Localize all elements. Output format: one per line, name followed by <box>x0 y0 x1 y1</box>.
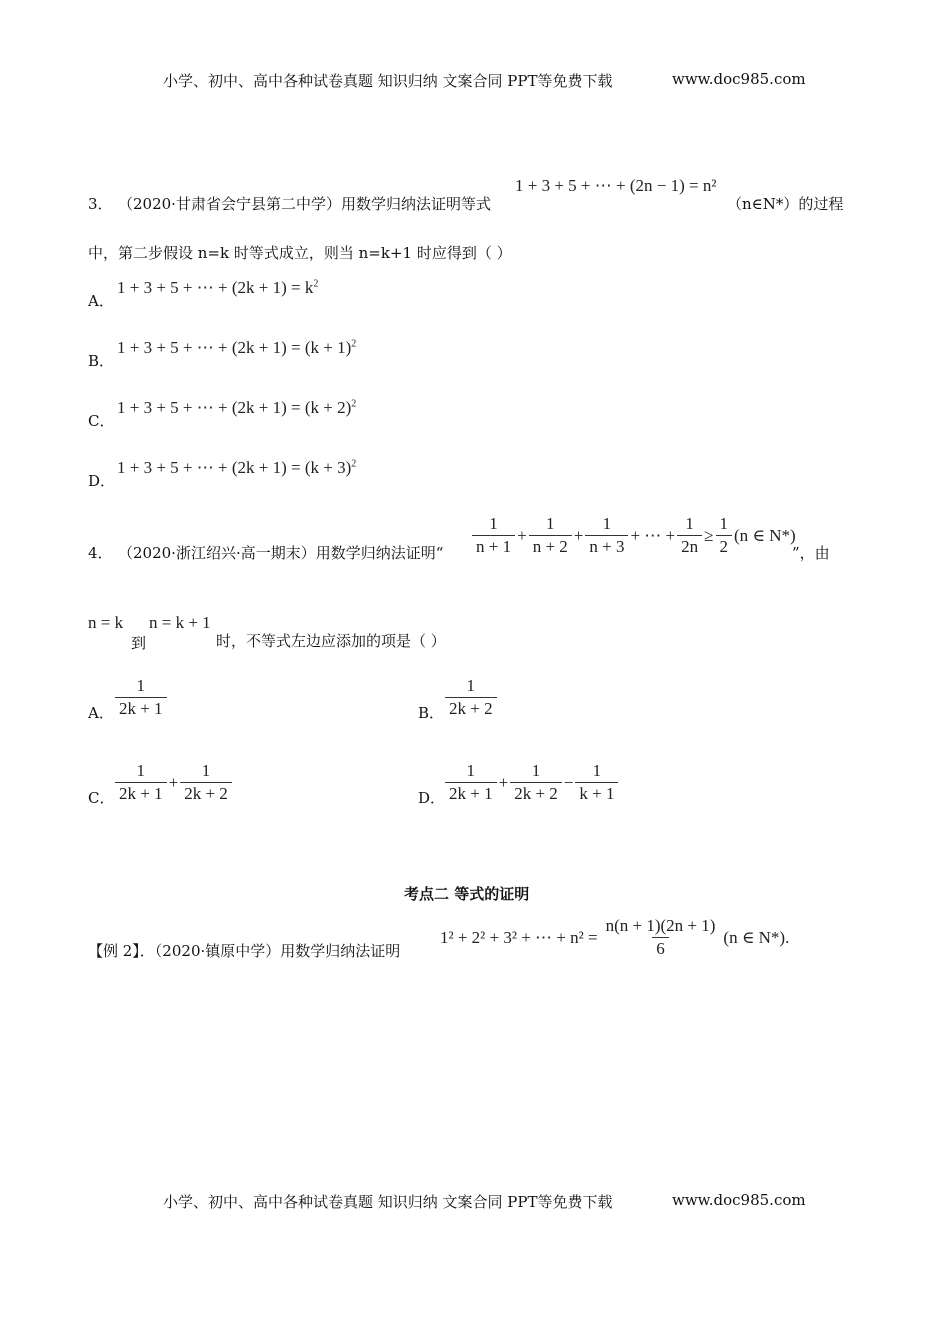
q4-line2: 时，不等式左边应添加的项是（ ） <box>216 632 446 650</box>
q3-source: （2020·甘肃省会宁县第二中学）用数学归纳法证明等式 <box>118 195 491 213</box>
q3-condition: （n∈N*）的过程 <box>727 195 844 213</box>
q4-formula: $\frac{1}{n + 1}$ + $\frac{1}{n + 2}$ + $\frac{1}{n + 3}$ + ⋯ + $\frac{1}{2n}$ ≥ $\frac{1}{2}$ (n ∈ N*) <box>470 513 796 558</box>
q3-number: 3． <box>88 195 113 213</box>
q4-to: n = k + 1 <box>149 613 211 632</box>
q3-formula: 1 + 3 + 5 + ⋯ + (2n − 1) = n² <box>515 176 717 195</box>
q4-from: n = k <box>88 613 124 632</box>
q4-tail: ”，由 <box>792 544 830 562</box>
q4-option-b-label: B． <box>418 704 445 722</box>
header-url[interactable]: www.doc985.com <box>672 70 806 88</box>
q4-option-a-label: A． <box>88 704 114 722</box>
q4-option-d: $\frac{1}{2k + 1}$ + $\frac{1}{2k + 2}$ − $\frac{1}{k + 1}$ <box>443 760 620 805</box>
q4-option-a: $\frac{1}{2k + 1}$ <box>113 675 169 720</box>
q4-number: 4． <box>88 544 113 562</box>
footer-url[interactable]: www.doc985.com <box>672 1191 806 1209</box>
q3-option-c: 1 + 3 + 5 + ⋯ + $(2k + 1) = (k + 2)^2$ <box>117 398 357 417</box>
footer-text: 小学、初中、高中各种试卷真题 知识归纳 文案合同 PPT等免费下载 <box>163 1193 613 1211</box>
q4-option-d-label: D． <box>418 789 446 807</box>
q4-option-c: $\frac{1}{2k + 1}$ + $\frac{1}{2k + 2}$ <box>113 760 234 805</box>
q3-option-b: 1 + 3 + 5 + ⋯ + $(2k + 1) = (k + 1)^2$ <box>117 338 357 357</box>
q4-source: （2020·浙江绍兴·高一期末）用数学归纳法证明“ <box>118 544 444 562</box>
q3-option-a-label: A． <box>88 292 114 310</box>
q4-to-word: 到 <box>131 634 147 652</box>
q3-option-d-label: D． <box>88 472 116 490</box>
section-title: 考点二 等式的证明 <box>404 885 530 903</box>
q3-option-d: 1 + 3 + 5 + ⋯ + $(2k + 1) = (k + 3)^2$ <box>117 458 357 477</box>
q4-option-c-label: C． <box>88 789 115 807</box>
q4-option-b: $\frac{1}{2k + 2}$ <box>443 675 499 720</box>
q3-option-b-label: B． <box>88 352 115 370</box>
q3-option-c-label: C． <box>88 412 115 430</box>
example-label: 【例 2】．（2020·镇原中学）用数学归纳法证明 <box>88 942 401 960</box>
q3-line2: 中，第二步假设 n=k 时等式成立，则当 n=k+1 时应得到（ ） <box>88 244 512 262</box>
q3-option-a: 1 + 3 + 5 + ⋯ + $(2k + 1) = k^2$ <box>117 278 319 297</box>
example-formula: 1² + 2² + 3² + ⋯ + n² = $\frac{n(n + 1)(2n + 1)}{6}$ (n ∈ N*) . <box>440 916 790 958</box>
header-text: 小学、初中、高中各种试卷真题 知识归纳 文案合同 PPT等免费下载 <box>163 72 613 90</box>
